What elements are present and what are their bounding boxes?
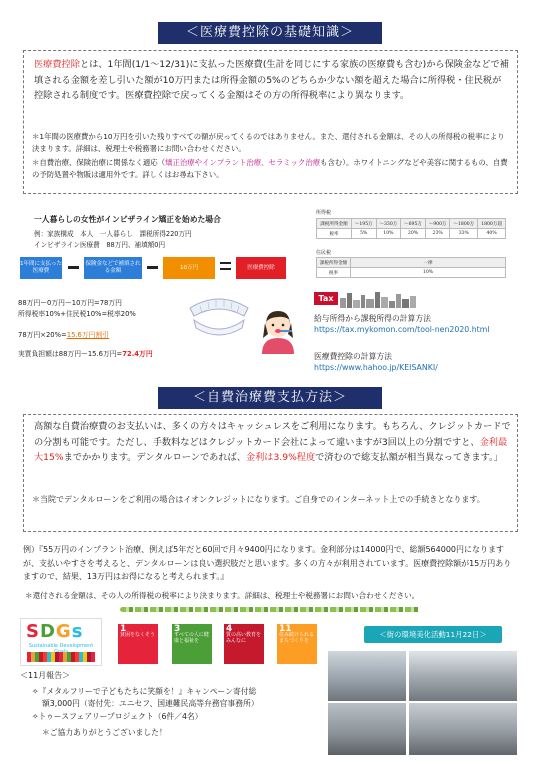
resident-rate-label: 税率: [317, 268, 351, 278]
calc-line-2: 所得税率10%+住民税10%=税率20%: [18, 310, 136, 318]
sdgs-logo-subtitle: Sustainable Development: [28, 643, 94, 649]
income-tax-table: [316, 218, 506, 239]
sdg-goal-label: 貧困をなくそう: [120, 632, 156, 638]
payment-note: ＊当院でデンタルローンをご利用の場合はイオンクレジットになります。ご自身でのインターネット上での手続きとなります。: [32, 495, 485, 504]
basics-paragraph: [34, 57, 510, 104]
basics-paragraph-text: とは、1年間(1/1〜12/31)に支払った医療費(生計を同じにする家族の医療費も含む)から保険金などで補填される金額を差し引いた額が10万円または所得金額の5%のどちらか少ない額を超えた場合に所得税・住民税が控除される制度です。医療費控除で戻ってくる金額はその方の所得税率により異なります。: [34, 59, 509, 101]
sdg-goal-number: 11: [279, 624, 292, 634]
city-skyline-icon: [340, 290, 420, 308]
income-bracket: 〜330万: [376, 219, 401, 229]
sdgs-logo: [20, 618, 102, 666]
basics-note-1: ＊1年間の医療費から10万円を引いた残りすべての額が戻ってくるのではありません。また、還付される金額は、その人の所得税の税率により決まります。詳細は、税理士や税務署にお問い合わせください。: [32, 132, 505, 153]
girl-brushing-illustration: [258, 308, 298, 354]
income-rate: 10%: [376, 229, 401, 239]
cleanup-photo-4: [409, 703, 517, 755]
income-rate: 33%: [450, 229, 478, 239]
income-bracket: 〜195万: [351, 219, 376, 229]
income-row-label: 課税所得金額: [317, 219, 352, 229]
equals-sign-bottom: [220, 268, 231, 270]
income-bracket: 〜1800万: [450, 219, 478, 229]
calc-line-1: 88万円ー0万円ー10万円=78万円: [18, 299, 122, 307]
note2-pre: ＊自費治療、保険治療に関係なく適応（: [32, 158, 166, 167]
minus-sign-1: [68, 266, 79, 269]
calc4-pre: 実質負担額は88万円ー15.6万円=: [18, 350, 123, 358]
sdg-goal-11-tile: [277, 624, 317, 664]
calc3-pre: 78万円×20%=: [18, 331, 67, 339]
report-thanks: ＊ご協力ありがとうございました！: [42, 728, 167, 737]
sdgs-logo-text: SDGs: [26, 621, 84, 642]
payment-text-c: で済むので総支払額が相当異なってきます。」: [315, 452, 503, 463]
income-rate: 5%: [351, 229, 376, 239]
resident-rate: 10%: [351, 268, 506, 278]
section-title-payment: ＜自費治療費支払方法＞: [158, 387, 382, 409]
flow-box-paid: 1年間に支払った医療費: [20, 257, 62, 279]
income-rate: 20%: [401, 229, 426, 239]
calc3-discount: 15.6万円割引: [66, 331, 110, 339]
income-rate-label: 税率: [317, 229, 352, 239]
tax-logo-mark: Tax: [314, 292, 338, 305]
credit-interest-highlight: 金利最大15%: [34, 436, 508, 463]
resident-row-label: 課税所得金額: [317, 258, 351, 268]
report-item-2: ✧トゥースフェアリープロジェクト（6件／4名）: [32, 712, 203, 721]
cleanup-photo-3: [328, 703, 406, 755]
resident-tax-table: [316, 257, 506, 278]
resident-tax-title: 住民税: [316, 250, 332, 256]
link-label-2: 医療費控除の計算方法: [314, 352, 392, 361]
payment-paragraph: [34, 419, 512, 466]
income-bracket: 1800万超: [478, 219, 506, 229]
link-tax-calc[interactable]: https://tax.mykomon.com/tool-nen2020.html: [314, 325, 490, 334]
income-rate-row: [317, 229, 506, 239]
loan-example: 例）『55万円のインプラント治療、例えば5年だと60回で月々9400円になります。金利部分は14000円で、総額564000円になりますが、支払いやすさを考えると、デンタルローンは良い選択肢だと思います。多くの方々が利用されています。医療費控除額が15万円ありますので、結果、13万円はお得になると考えられます。』: [23, 545, 512, 581]
flow-box-100k: 10万円: [163, 257, 215, 279]
calc4-result: 72.4万円: [122, 350, 153, 358]
sdg-goal-label: 住み続けられるまちづくりを: [279, 632, 315, 644]
sdgs-color-band: [27, 652, 95, 662]
resident-bracket: 一律: [351, 258, 506, 268]
highlight-term: 医療費控除: [34, 59, 80, 70]
income-rate: 23%: [425, 229, 450, 239]
equals-sign-top: [220, 262, 231, 264]
basics-box: [23, 50, 518, 194]
sdg-goal-label: すべての人に健康と福祉を: [174, 632, 209, 644]
sdg-goal-1-tile: [118, 624, 158, 664]
leaf-divider: [120, 607, 420, 612]
resident-rate-row: [317, 268, 506, 278]
income-tax-title: 所得税: [316, 210, 332, 216]
report-title: ＜11月報告＞: [20, 671, 71, 680]
cleanup-photo-2: [409, 651, 517, 701]
payment-text-a: 高額な自費治療費のお支払いは、多くの方々はキャッシュレスをご利用になります。もちろん、クレジットカードでの分割も可能です。ただし、手数料などはクレジットカード会社によって違いますが3回以上の分割ですと、: [34, 421, 511, 448]
income-rate: 40%: [478, 229, 506, 239]
example-line-1: 例：家族構成 本人 一人暮らし 課税所得220万円: [34, 230, 192, 238]
sdg-goal-3-tile: [172, 624, 212, 664]
calc-line-4: [18, 348, 153, 358]
environment-activity-label: ＜街の環境美化活動11月22日＞: [364, 626, 502, 643]
sdg-goal-number: 4: [226, 624, 233, 634]
section-title-basics: ＜医療費控除の基礎知識＞: [158, 22, 382, 44]
report-item-1a: ✧『メタルフリーで子どもたちに笑顔を！』キャンペーン寄付総: [32, 687, 257, 696]
payment-text-b: までかかります。デンタルローンであれば、: [63, 452, 246, 463]
example-line-2: インビザライン医療費 88万円、補填額0円: [34, 241, 166, 249]
basics-note-2: [32, 157, 512, 181]
income-bracket: 〜900万: [425, 219, 450, 229]
income-bracket: 〜695万: [401, 219, 426, 229]
flow-box-deduction: 医療費控除: [236, 257, 286, 279]
report-item-1b: 額3,000円（寄付先：ユニセフ、国連難民高等弁務官事務所）: [42, 699, 259, 708]
calc-line-3: [18, 329, 109, 339]
payment-box: [23, 414, 518, 532]
loan-interest-highlight: 金利は3.9%程度: [245, 452, 316, 463]
note2-highlight: 矯正治療やインプラント治療、セラミック治療: [165, 158, 321, 167]
sdg-goal-4-tile: [224, 624, 264, 664]
aligner-illustration: [186, 294, 252, 338]
minus-sign-2: [147, 266, 158, 269]
example-heading: 一人暮らしの女性がインビザライン矯正を始めた場合: [34, 215, 221, 224]
refund-note: ＊還付される金額は、その人の所得税の税率により決まります。詳細は、税理士や税務署にお問い合わせください。: [25, 591, 420, 600]
sdg-goal-number: 1: [120, 624, 127, 634]
cleanup-photo-1: [328, 651, 406, 701]
tax-site-logo: [314, 290, 420, 308]
sdg-goal-number: 3: [174, 624, 181, 634]
income-bracket-row: [317, 219, 506, 229]
link-label-1: 給与所得から課税所得の計算方法: [314, 314, 431, 323]
note2-post: も含む）。ホワイトニングなどや美容に関するもの、自費の予防処置や物販は適用外です。詳しくはお尋ね下さい。: [32, 158, 508, 179]
link-deduction-calc[interactable]: https://www.hahoo.jp/KEISANKI/: [314, 363, 438, 372]
flow-box-insurance: 保険金などで補填される金額: [84, 257, 142, 279]
sdg-goal-label: 質の高い教育をみんなに: [226, 632, 262, 644]
resident-bracket-row: [317, 258, 506, 268]
